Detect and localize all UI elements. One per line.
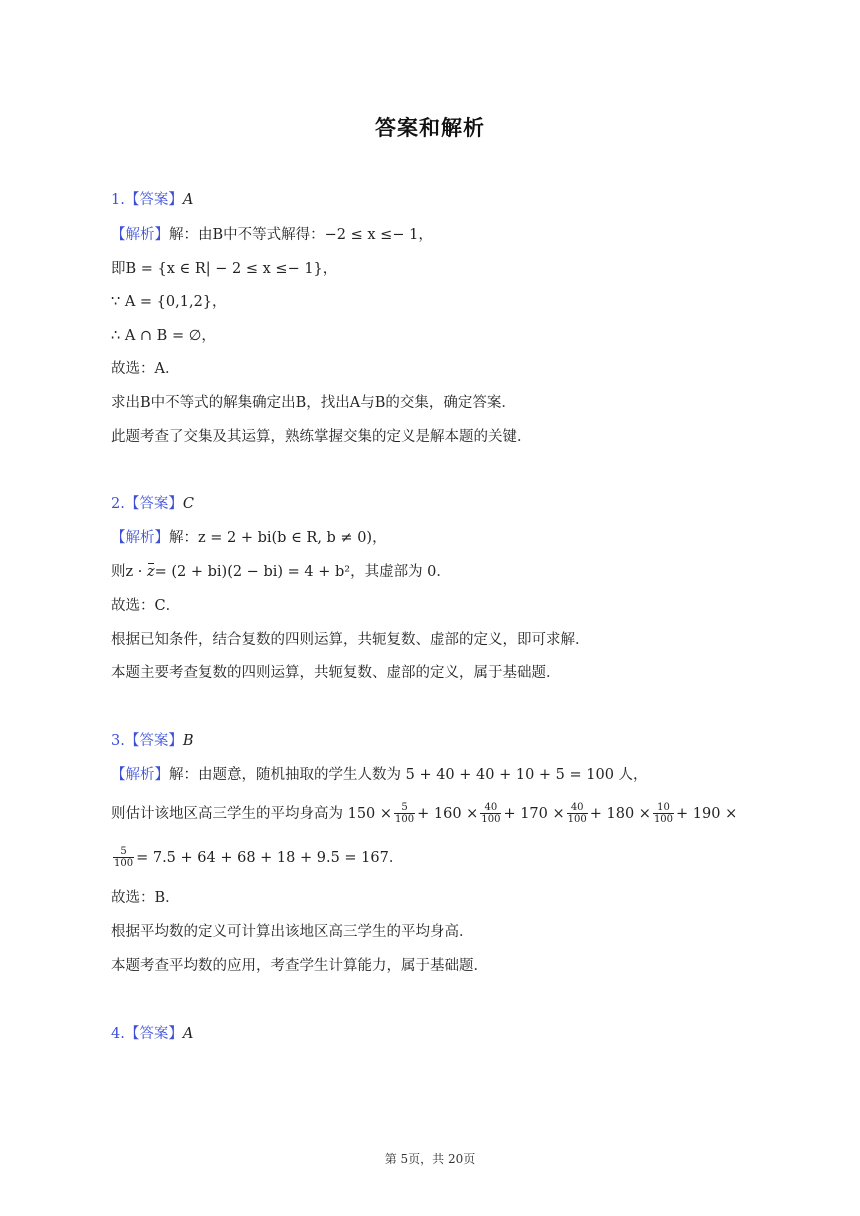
q1-analysis-line-2: 即B = {x ∈ R| − 2 ≤ x ≤− 1}， xyxy=(111,261,338,277)
q1-analysis-line-4: ∴ A ∩ B = ∅， xyxy=(111,328,216,344)
q3-analysis-line-6: 本题考查平均数的应用，考查学生计算能力，属于基础题． xyxy=(111,958,488,974)
q2-line2-prefix: 则z · xyxy=(111,564,147,580)
q1-analysis-line-7: 此题考查了交集及其运算，熟练掌握交集的定义是解本题的关键． xyxy=(111,429,532,445)
q4-answer-line xyxy=(111,1024,193,1044)
q3-f3-denominator: 100 xyxy=(567,813,587,825)
q3-line2-b: + 160 × xyxy=(417,806,479,822)
q3-answer-tag: 【答案】 xyxy=(124,733,183,749)
q3-fraction-1 xyxy=(394,802,415,825)
q3-f5-numerator: 5 xyxy=(113,846,134,858)
q1-analysis-line-6: 求出B中不等式的解集确定出B，找出A与B的交集，确定答案． xyxy=(111,395,516,411)
q3-line2-a: 则估计该地区高三学生的平均身高为 150 × xyxy=(111,806,393,822)
q1-analysis-tag: 【解析】 xyxy=(111,227,169,243)
q2-analysis-line-2 xyxy=(111,562,451,582)
q1-answer-tag: 【答案】 xyxy=(124,192,183,208)
q3-fraction-4 xyxy=(653,802,674,825)
q1-analysis-line-1 xyxy=(111,225,433,245)
q3-fraction-5 xyxy=(113,846,134,869)
q1-analysis-line-5: 故选：A． xyxy=(111,361,180,377)
q2-analysis-tag: 【解析】 xyxy=(111,530,169,546)
q1-analysis-text-1: 解：由B中不等式解得：−2 ≤ x ≤− 1， xyxy=(169,227,433,243)
q2-analysis-line-5: 本题主要考查复数的四则运算，共轭复数、虚部的定义，属于基础题． xyxy=(111,665,561,681)
q3-fraction-3 xyxy=(567,802,588,825)
q3-line2-c: + 170 × xyxy=(503,806,565,822)
q3-f4-numerator: 10 xyxy=(653,802,674,814)
q2-answer-line xyxy=(111,494,194,514)
q1-answer-line xyxy=(111,190,193,210)
q2-analysis-line-1 xyxy=(111,528,387,548)
q3-f1-denominator: 100 xyxy=(395,813,415,825)
q1-number: 1. xyxy=(111,192,125,208)
q3-answer: B xyxy=(182,733,194,749)
page-title: 答案和解析 xyxy=(375,116,485,140)
q4-answer: A xyxy=(182,1026,194,1042)
q3-line2-e: + 190 × xyxy=(676,806,738,822)
q1-answer: A xyxy=(182,192,194,208)
q3-line3-text: = 7.5 + 64 + 68 + 18 + 9.5 = 167． xyxy=(136,850,404,866)
page-footer: 第 5页，共 20页 xyxy=(384,1152,476,1166)
q2-conjugate-z: z xyxy=(146,564,155,580)
q2-analysis-text-1: 解：z = 2 + bi(b ∈ R, b ≠ 0)， xyxy=(169,530,387,546)
q3-analysis-text-1: 解：由题意，随机抽取的学生人数为 5 + 40 + 40 + 10 + 5 = 100 人， xyxy=(169,767,648,783)
q4-number: 4. xyxy=(111,1026,125,1042)
q3-answer-line xyxy=(111,731,194,751)
q1-analysis-line-3: ∵ A = {0,1,2}， xyxy=(111,294,227,310)
q2-answer-tag: 【答案】 xyxy=(124,496,183,512)
q3-line2-d: + 180 × xyxy=(589,806,651,822)
q3-number: 3. xyxy=(111,733,125,749)
q2-answer: C xyxy=(182,496,194,512)
q2-line2-rest: = (2 + bi)(2 − bi) = 4 + b²，其虚部为 0． xyxy=(154,564,451,580)
q3-f2-denominator: 100 xyxy=(481,813,501,825)
q3-f4-denominator: 100 xyxy=(653,813,674,825)
q3-analysis-tag: 【解析】 xyxy=(111,767,169,783)
q3-f3-numerator: 40 xyxy=(567,802,588,814)
q3-f1-numerator: 5 xyxy=(394,802,415,814)
q3-fraction-2 xyxy=(480,802,501,825)
q2-analysis-line-3: 故选：C． xyxy=(111,598,181,614)
q2-analysis-line-4: 根据已知条件，结合复数的四则运算，共轭复数、虚部的定义，即可求解． xyxy=(111,632,590,648)
q3-analysis-line-1 xyxy=(111,765,648,785)
q3-analysis-line-3 xyxy=(111,844,403,872)
q3-f2-numerator: 40 xyxy=(480,802,501,814)
q3-f5-denominator: 100 xyxy=(114,857,134,869)
q3-analysis-line-5: 根据平均数的定义可计算出该地区高三学生的平均身高． xyxy=(111,924,474,940)
q3-analysis-line-4: 故选：B． xyxy=(111,890,180,906)
q2-number: 2. xyxy=(111,496,125,512)
q3-analysis-line-2 xyxy=(111,800,737,828)
q4-answer-tag: 【答案】 xyxy=(124,1026,183,1042)
